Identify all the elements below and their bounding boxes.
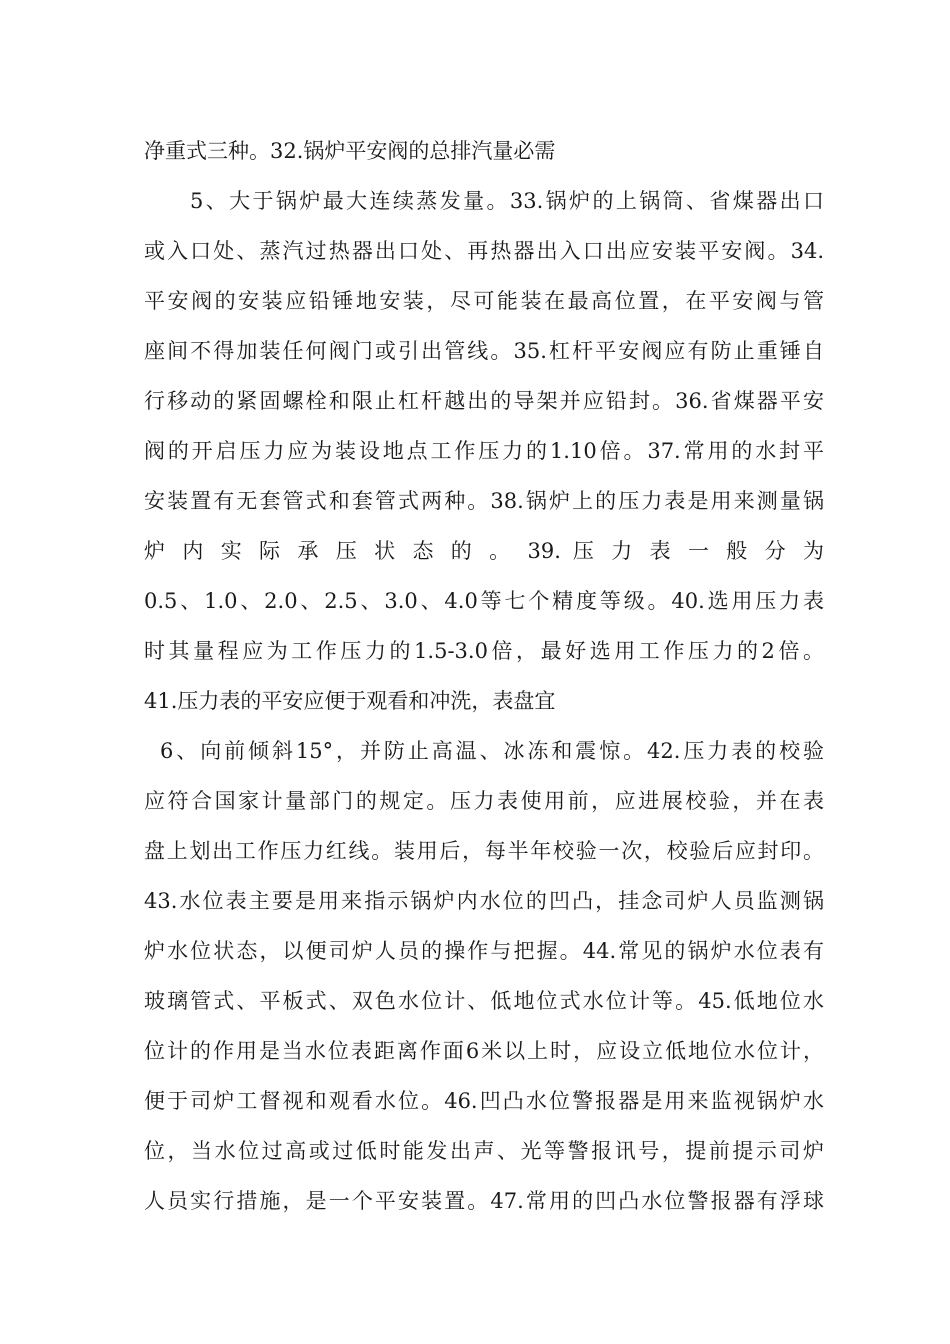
text-line-10: 0.5、1.0、2.0、2.5、3.0、4.0等七个精度等级。40.选用压力表 [144,589,824,613]
text-line-14: 应符合国家计量部门的规定。压力表使用前，应进展校验，并在表 [144,789,824,813]
text-line-15: 盘上划出工作压力红线。装用后，每半年校验一次，校验后应封印。 [144,839,824,863]
text-line-4: 平安阀的安装应铅锤地安装，尽可能装在最高位置，在平安阀与管 [144,289,824,313]
text-line-6: 行移动的紧固螺栓和限止杠杆越出的导架并应铅封。36.省煤器平安 [144,389,824,413]
text-line-2: 5、大于锅炉最大连续蒸发量。33.锅炉的上锅筒、省煤器出口 [190,189,824,213]
text-line-5: 座间不得加装任何阀门或引出管线。35.杠杆平安阀应有防止重锤自 [144,339,824,363]
text-line-19: 位计的作用是当水位表距离作面6米以上时，应设立低地位水位计， [144,1039,824,1063]
text-line-8: 安装置有无套管式和套管式两种。38.锅炉上的压力表是用来测量锅 [144,489,824,513]
text-line-20: 便于司炉工督视和观看水位。46.凹凸水位警报器是用来监视锅炉水 [144,1089,824,1113]
text-line-13: 6、向前倾斜15°，并防止高温、冰冻和震惊。42.压力表的校验 [160,739,824,763]
text-line-1: 净重式三种。32.锅炉平安阀的总排汽量必需 [144,139,556,163]
text-line-17: 炉水位状态，以便司炉人员的操作与把握。44.常见的锅炉水位表有 [144,939,824,963]
text-line-3: 或入口处、蒸汽过热器出口处、再热器出入口出应安装平安阀。34. [144,239,824,263]
text-line-16: 43.水位表主要是用来指示锅炉内水位的凹凸，挂念司炉人员监测锅 [144,889,824,913]
text-line-7: 阀的开启压力应为装设地点工作压力的1.10倍。37.常用的水封平 [144,439,824,463]
text-line-9: 炉 内 实 际 承 压 状 态 的 。 39. 压 力 表 一 般 分 为 [144,539,824,563]
text-line-18: 玻璃管式、平板式、双色水位计、低地位式水位计等。45.低地位水 [144,989,824,1013]
text-line-11: 时其量程应为工作压力的1.5-3.0倍，最好选用工作压力的2倍。 [144,639,824,663]
text-line-21: 位，当水位过高或过低时能发出声、光等警报讯号，提前提示司炉 [144,1139,824,1163]
text-line-12: 41.压力表的平安应便于观看和冲洗，表盘宜 [144,689,556,713]
text-line-22: 人员实行措施，是一个平安装置。47.常用的凹凸水位警报器有浮球 [144,1189,824,1213]
